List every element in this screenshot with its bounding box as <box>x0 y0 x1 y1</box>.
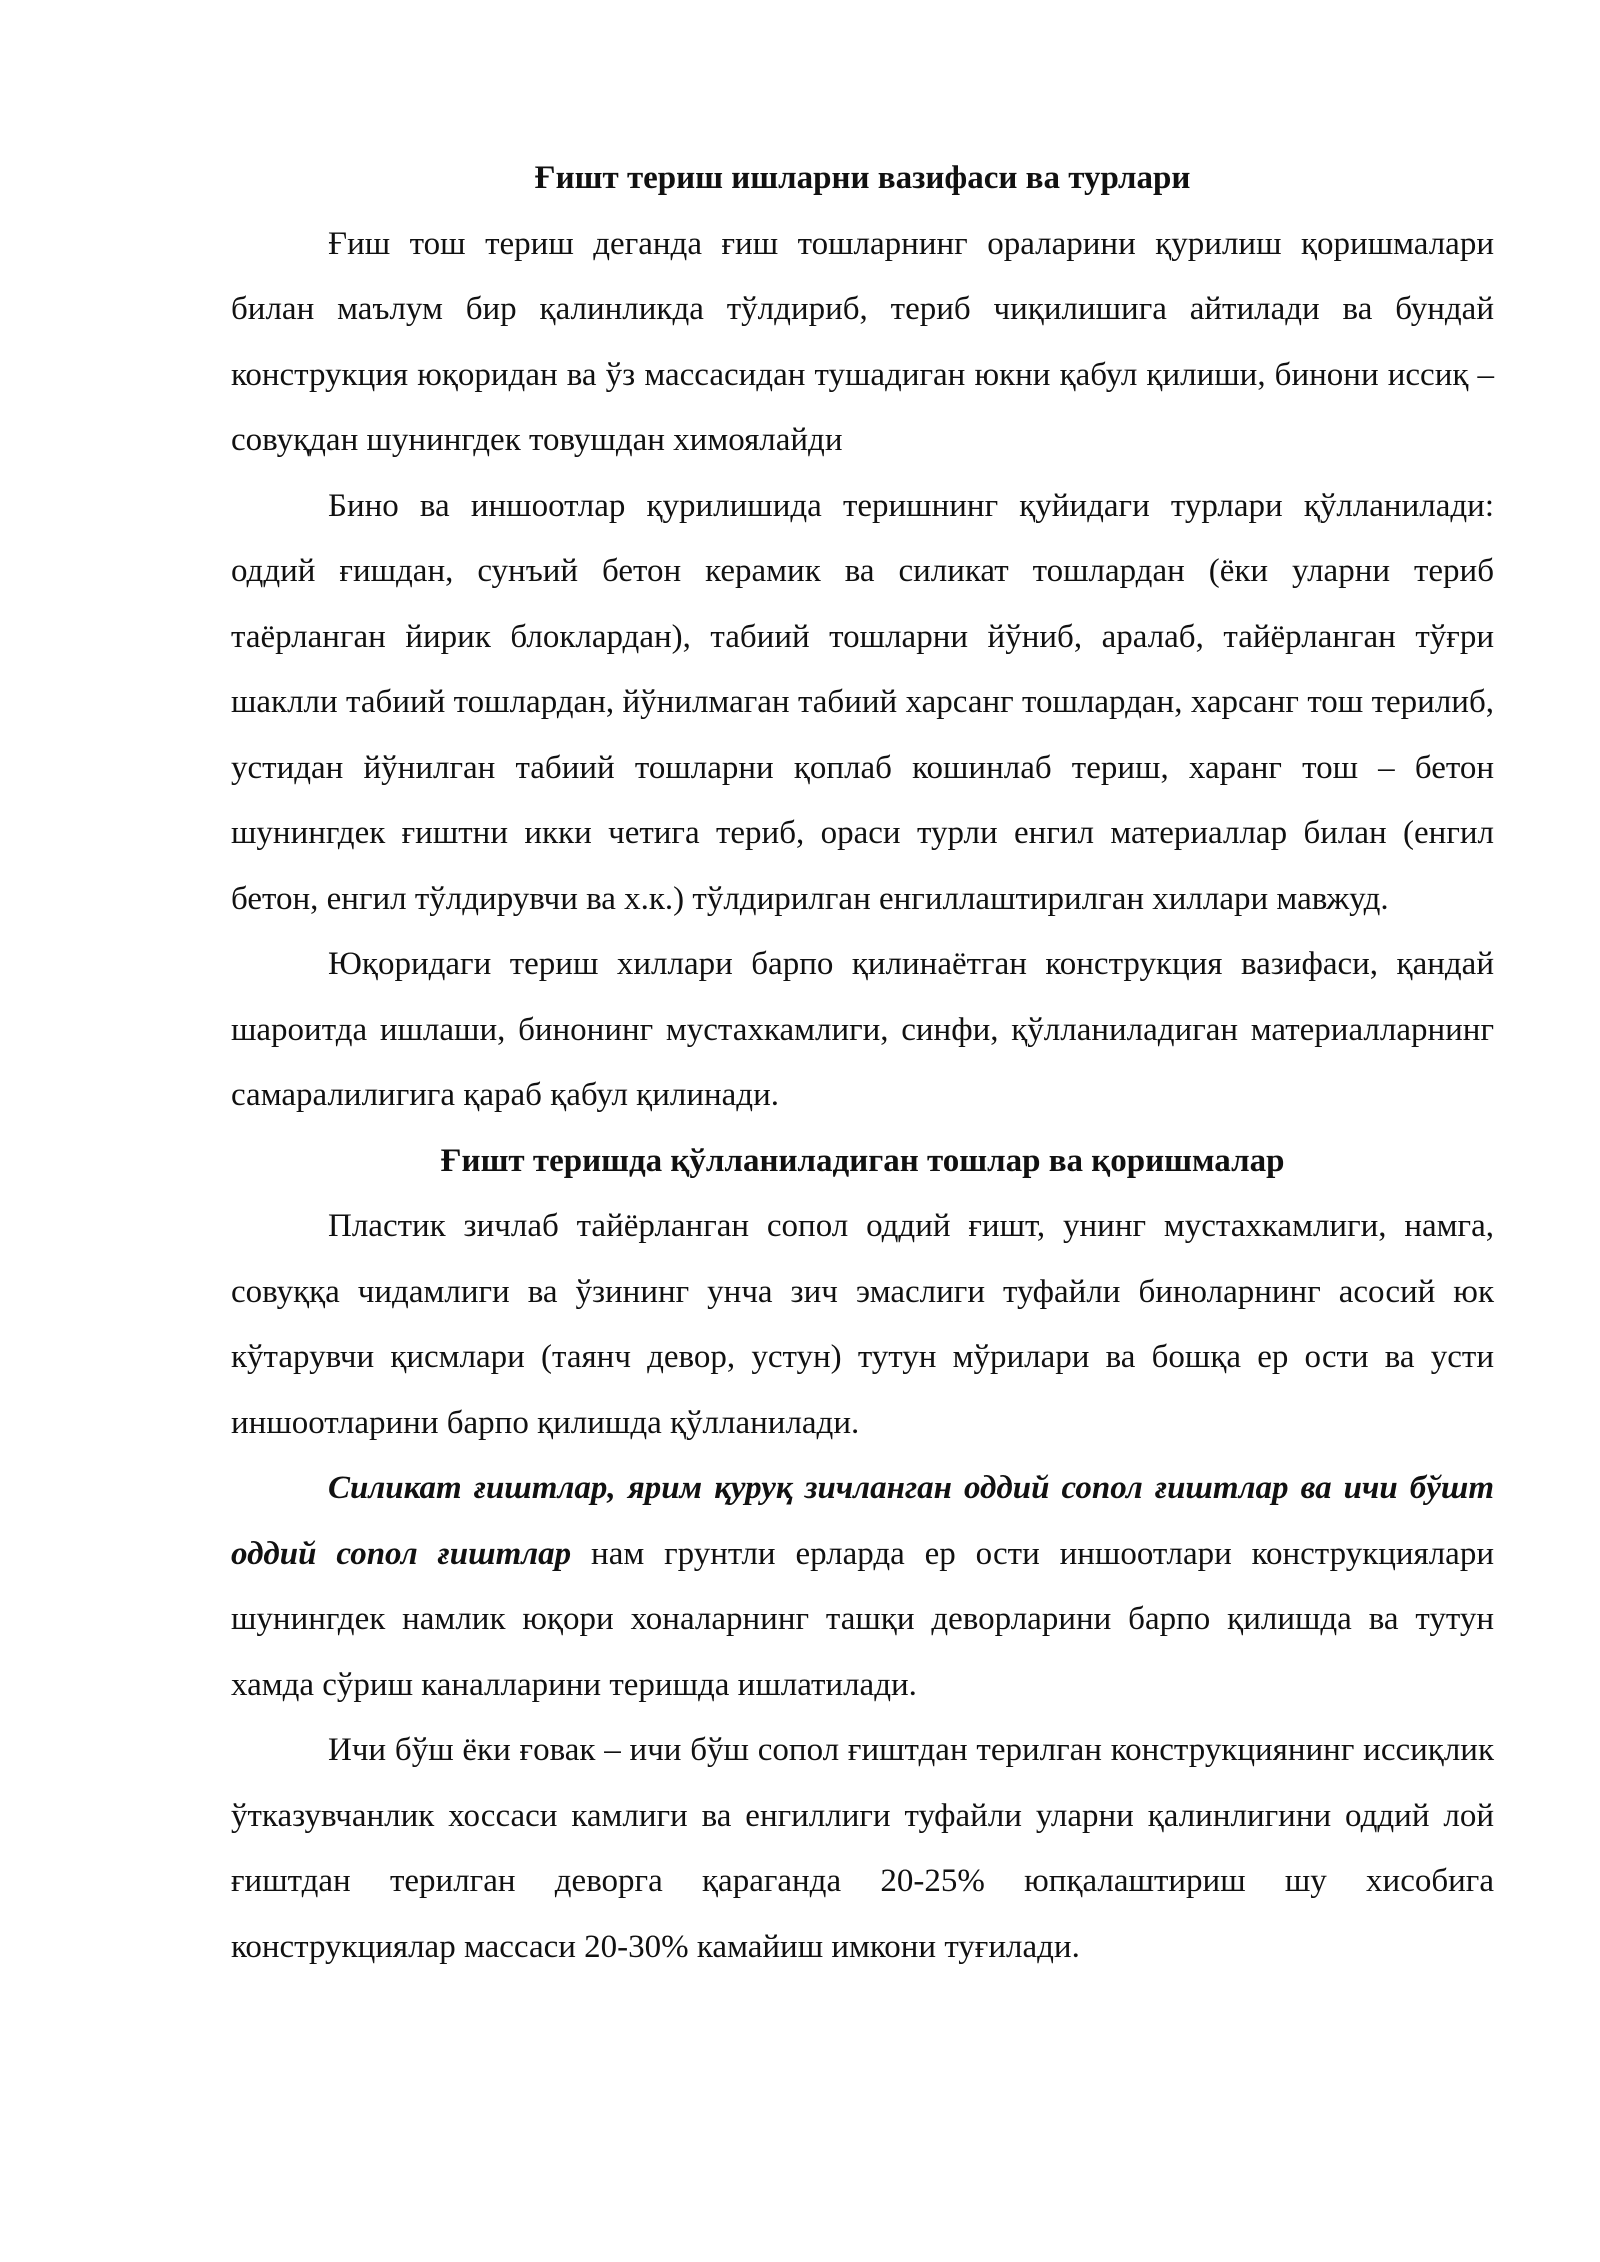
section-heading-stones-mortars: Ғишт теришда қўлланиладиган тошлар ва қоришмалар <box>440 1142 1285 1179</box>
paragraph-ceramic-brick: Пластик зичлаб тайёрланган сопол оддий ғишт, унинг мустахкамлиги, намга, совуққа чидамлиги ва ўзининг унча зич эмаслиги туфайли биноларнинг асосий юк кўтарувчи қисмлари (таянч девор, устун) тутун мўрилари ва бошқа ер ости ва усти иншоотларини барпо қилишда қўлланилади. <box>231 1208 1494 1441</box>
paragraph-types: Бино ва иншоотлар қурилишида теришнинг қуйидаги турлари қўлланилади: оддий ғишдан, сунъий бетон керамик ва силикат тошлардан (ёки уларни териб таёрланган йирик блоклардан), табиий тошларни йўниб, аралаб, тайёрланган тўғри шаклли табиий тошлардан, йўнилмаган табиий харсанг тошлардан, харсанг тош терилиб, устидан йўнилган табиий тошларни қоплаб кошинлаб териш, харанг тош – бетон шунингдек ғиштни икки четига териб, ораси турли енгил материаллар билан (енгил бетон, енгил тўлдирувчи ва х.к.) тўлдирилган енгиллаштирилган хиллари мавжуд. <box>231 487 1494 917</box>
emphasis-text: Силикат ғиштлар, ярим қуруқ зичланган оддий сопол ғиштлар ва ичи бўшт оддий сопол ғиштлар <box>231 1470 1494 1572</box>
paragraph-silicate-brick <box>231 1456 1494 1718</box>
paragraph-hollow-brick: Ичи бўш ёки ғовак – ичи бўш сопол ғиштдан терилган конструкциянинг иссиқлик ўтказувчанлик хоссаси камлиги ва енгиллиги туфайли уларни қалинлигини оддий лой ғиштдан терилган деворга қараганда 20-25% юпқалаштириш шу хисобига конструкциялар массаси 20-30% камайиш имкони туғилади. <box>231 1732 1494 1965</box>
section-heading-brick-laying: Ғишт териш ишларни вазифаси ва турлари <box>534 160 1191 196</box>
document-body <box>231 146 1494 1980</box>
paragraph-definition: Ғиш тош териш деганда ғиш тошларнинг ораларини қурилиш қоришмалари билан маълум бир қалинликда тўлдириб, териб чиқилишига айтилади ва бундай конструкция юқоридан ва ўз массасидан тушадиган юкни қабул қилиши, бинони иссиқ – совуқдан шунингдек товушдан химоялайди <box>231 225 1494 458</box>
paragraph-selection: Юқоридаги териш хиллари барпо қилинаётган конструкция вазифаси, қандай шароитда ишлаши, бинонинг мустахкамлиги, синфи, қўлланиладиган материалларнинг самаралилигига қараб қабул қилинади. <box>231 946 1494 1113</box>
paragraph-silicate-brick-text: нам грунтли ерларда ер ости иншоотлари конструкциялари шунингдек намлик юқори хоналарнинг ташқи деворларини барпо қилишда ва тутун хамда сўриш каналларини теришда ишлатилади. <box>231 1535 1494 1703</box>
